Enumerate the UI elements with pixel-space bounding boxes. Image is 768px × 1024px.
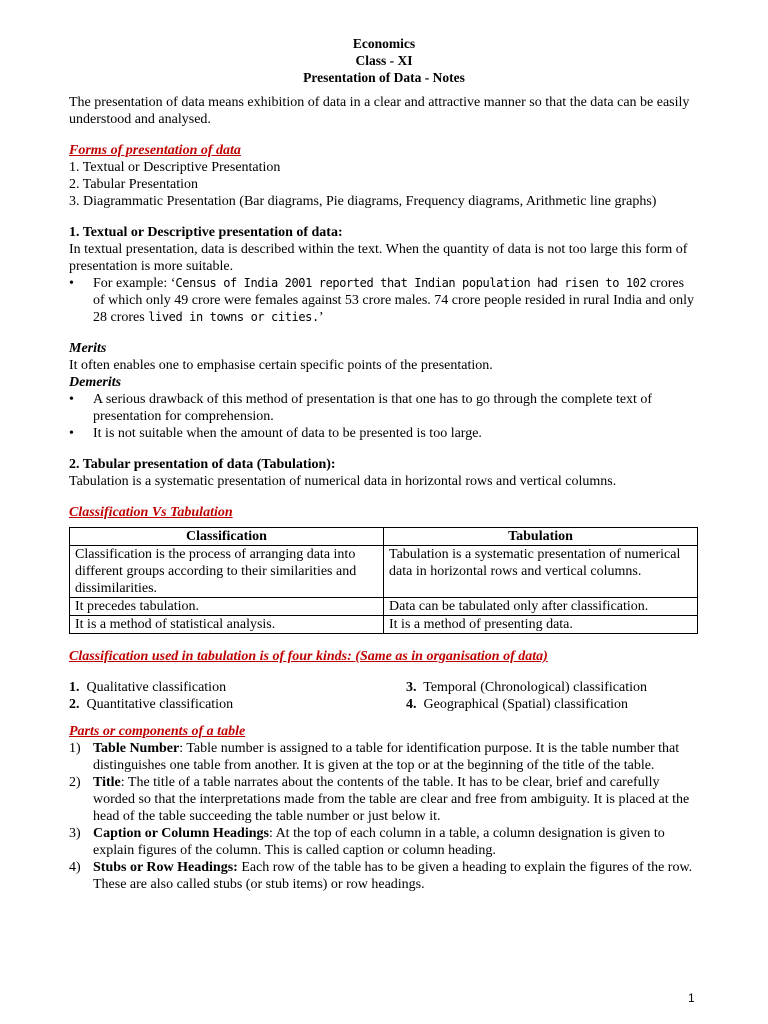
cvt-heading: Classification Vs Tabulation — [69, 505, 233, 520]
example-quote-part2: crores of which only 49 crore were females against 53 crore males. 74 crore people resided in rural India and only 28 crores — [93, 276, 694, 325]
example-end: ’ — [318, 310, 324, 325]
table-cell: It precedes tabulation. — [70, 598, 384, 616]
list-item — [406, 696, 699, 713]
classification-vs-tabulation-table — [69, 527, 698, 634]
table-cell: Tabulation is a systematic presentation of numerical data in horizontal rows and vertical columns. — [384, 546, 698, 598]
demerit-item — [69, 425, 699, 442]
bullet-icon: • — [69, 276, 74, 291]
bullet-icon: • — [69, 426, 74, 441]
item-number: 3. — [406, 680, 417, 695]
intro-paragraph: The presentation of data means exhibition of data in a clear and attractive manner so that the data can be easily understood and analysed. — [69, 95, 690, 127]
item-title: Caption or Column Headings — [93, 826, 269, 841]
list-item: 3. Diagrammatic Presentation (Bar diagrams, Pie diagrams, Frequency diagrams, Arithmetic line graphs) — [69, 194, 657, 209]
item-number: 1) — [69, 741, 81, 756]
list-item — [406, 679, 699, 696]
demerit-item — [69, 391, 699, 425]
item-number: 1. — [69, 680, 80, 695]
list-item — [69, 774, 699, 825]
forms-list — [69, 159, 699, 210]
list-item — [69, 679, 406, 696]
kinds-column-left — [69, 679, 406, 713]
column-header: Classification — [70, 528, 384, 546]
parts-list — [69, 740, 699, 893]
page-number: 1 — [688, 991, 695, 1005]
list-item — [69, 696, 406, 713]
table-cell: Data can be tabulated only after classification. — [384, 598, 698, 616]
list-item: 2. Tabular Presentation — [69, 177, 199, 192]
item-title: Title — [93, 775, 121, 790]
table-cell: It is a method of statistical analysis. — [70, 616, 384, 634]
parts-heading: Parts or components of a table — [69, 724, 246, 739]
item-number: 2. — [69, 697, 80, 712]
example-quote-part1: Census of India 2001 reported that Indian population had risen to 102 — [175, 276, 647, 290]
example-lead: For example: ‘ — [93, 276, 176, 291]
textual-body: In textual presentation, data is described within the text. When the quantity of data is not too large this form of presentation is more suitable. — [69, 242, 688, 274]
list-item — [69, 825, 699, 859]
example-quote-part3: lived in towns or cities. — [148, 310, 319, 324]
tabular-body: Tabulation is a systematic presentation of numerical data in horizontal rows and vertical columns. — [69, 474, 617, 489]
item-text: Each row of the table has to be given a heading to explain the figures of the row. These are also called stubs (or stub items) or row headings. — [93, 860, 693, 892]
column-header: Tabulation — [384, 528, 698, 546]
forms-heading: Forms of presentation of data — [69, 143, 241, 158]
tabular-heading: 2. Tabular presentation of data (Tabulation): — [69, 457, 336, 472]
list-item — [69, 740, 699, 774]
item-text: : At the top of each column in a table, a column designation is given to explain figures of the column. This is called caption or column heading. — [93, 826, 665, 858]
item-title: Table Number — [93, 741, 180, 756]
demerit-text: A serious drawback of this method of presentation is that one has to go through the complete text of presentation for comprehension. — [93, 392, 653, 424]
list-item: 1. Textual or Descriptive Presentation — [69, 160, 281, 175]
item-number: 3) — [69, 826, 81, 841]
table-row — [70, 546, 698, 598]
table-row — [70, 598, 698, 616]
item-title: Stubs or Row Headings: — [93, 860, 238, 875]
item-number: 4) — [69, 860, 81, 875]
item-text: Qualitative classification — [86, 680, 227, 695]
class-title: Class - XI — [355, 53, 413, 68]
item-text: : Table number is assigned to a table for identification purpose. It is the table number that distinguishes one table from another. It is given at the top or at the beginning of the title of the table. — [93, 741, 680, 773]
kinds-heading: Classification used in tabulation is of four kinds: (Same as in organisation of data) — [69, 649, 548, 664]
bullet-icon: • — [69, 392, 74, 407]
doc-header — [69, 35, 699, 86]
textual-heading: 1. Textual or Descriptive presentation of data: — [69, 225, 343, 240]
kinds-list — [69, 679, 699, 713]
list-item — [69, 859, 699, 893]
item-text: : The title of a table narrates about the contents of the table. It has to be clear, brief and carefully worded so that the interpretations made from the table are clear and free from ambiguity. It is placed at the head of the table succeeding the table number or just below it. — [93, 775, 690, 824]
item-number: 4. — [406, 697, 417, 712]
table-cell: Classification is the process of arranging data into different groups according to their similarities and dissimilarities. — [70, 546, 384, 598]
item-number: 2) — [69, 775, 81, 790]
table-cell: It is a method of presenting data. — [384, 616, 698, 634]
item-text: Geographical (Spatial) classification — [423, 697, 628, 712]
kinds-column-right — [406, 679, 699, 713]
topic-title: Presentation of Data - Notes — [303, 70, 465, 85]
item-text: Temporal (Chronological) classification — [423, 680, 647, 695]
table-header-row — [70, 528, 698, 546]
document-page — [69, 35, 699, 893]
merits-label: Merits — [69, 341, 107, 356]
item-text: Quantitative classification — [86, 697, 234, 712]
example-bullet — [69, 275, 699, 326]
merits-text: It often enables one to emphasise certain specific points of the presentation. — [69, 358, 493, 373]
demerit-text: It is not suitable when the amount of data to be presented is too large. — [93, 426, 482, 441]
table-row — [70, 616, 698, 634]
subject-title: Economics — [352, 36, 416, 51]
demerits-label: Demerits — [69, 375, 122, 390]
